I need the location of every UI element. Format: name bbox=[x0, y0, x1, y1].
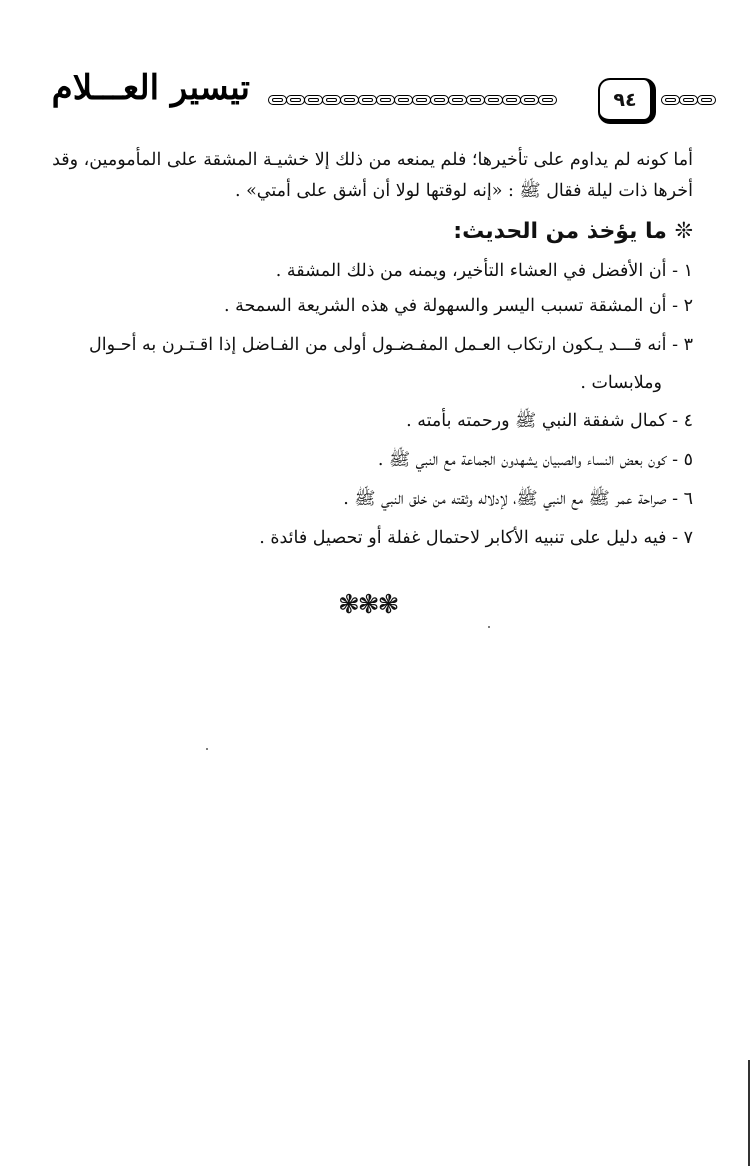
paragraph-line-2: أخرها ذات ليلة فقال ﷺ : «إنه لوقتها لولا أن أشق على أمتي» . bbox=[234, 181, 693, 201]
closing-ornament: ❃❃❃ bbox=[338, 590, 398, 620]
chain-ornament-short bbox=[661, 92, 717, 108]
list-item-3: ٣ - أنه قـــد يـكون ارتكاب العـمل المفـضـول أولى من الفـاضل إذا اقـتـرن به أحـوال bbox=[89, 335, 693, 355]
chain-ornament-long bbox=[268, 92, 580, 108]
running-title: تيسير العـــلام bbox=[51, 68, 250, 108]
list-item-2: ٢ - أن المشقة تسبب اليسر والسهولة في هذه الشريعة السمحة . bbox=[223, 296, 693, 316]
list-item-5: ٥ - كون بعض النساء والصبيان يشهدون الجماعة مع النبي ﷺ . bbox=[377, 450, 693, 470]
page-number: ٩٤ bbox=[613, 88, 637, 111]
paragraph-line-1: أما كونه لم يداوم على تأخيرها؛ فلم يمنعه من ذلك إلا خشيـة المشقة على المأمومين، وقد bbox=[52, 150, 693, 170]
list-item-7: ٧ - فيه دليل على تنبيه الأكابر لاحتمال غفلة أو تحصيل فائدة . bbox=[259, 528, 693, 548]
scan-speck bbox=[488, 626, 490, 628]
list-item-1: ١ - أن الأفضل في العشاء التأخير، ويمنه من ذلك المشقة . bbox=[275, 261, 693, 281]
scan-speck bbox=[206, 748, 208, 750]
scan-edge-line bbox=[748, 1060, 750, 1166]
list-item-4: ٤ - كمال شفقة النبي ﷺ ورحمته بأمته . bbox=[406, 411, 693, 431]
list-item-3-continued: وملابسات . bbox=[580, 373, 662, 393]
list-item-6: ٦ - صراحة عمر ﷺ مع النبي ﷺ، لإدلاله وثقته من خلق النبي ﷺ . bbox=[343, 489, 693, 509]
section-heading: ❊ ما يؤخذ من الحديث: bbox=[453, 219, 693, 244]
page-number-box bbox=[598, 78, 656, 124]
